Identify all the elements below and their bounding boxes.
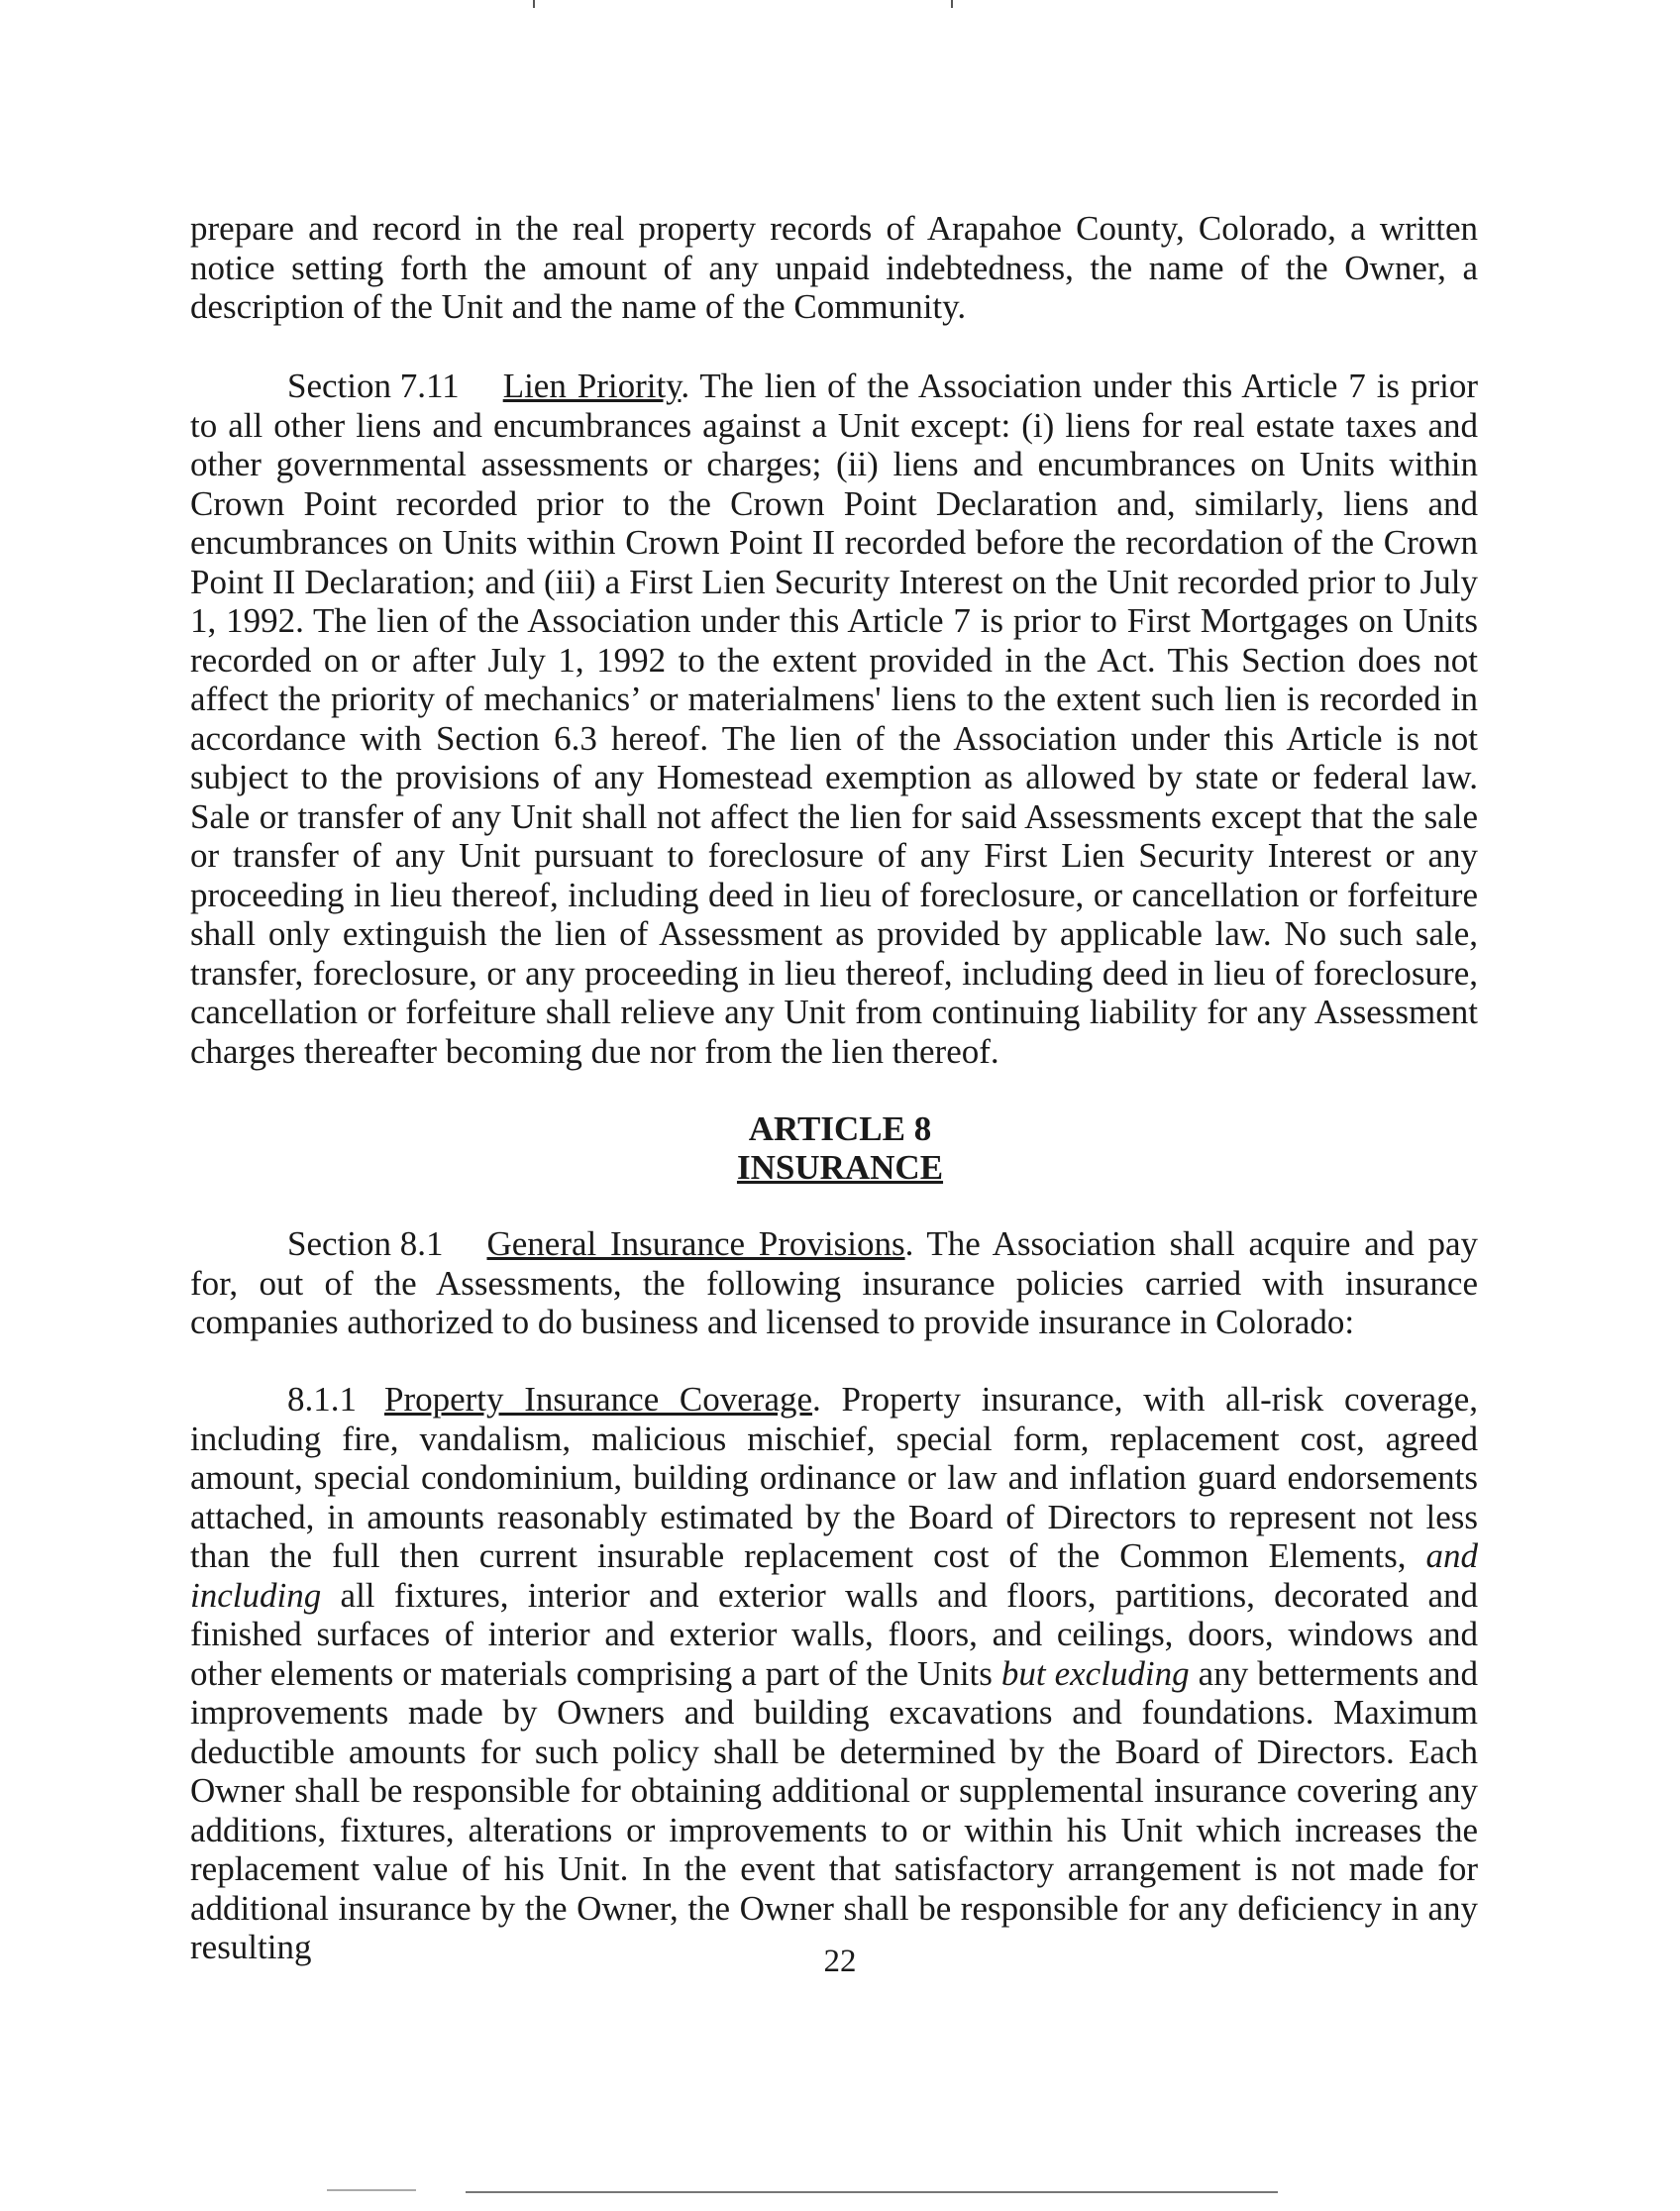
page-number: 22 — [823, 1944, 857, 1979]
section-8-1-body: . The Association shall acquire and pay for, out of the Assessments, the following insurance policies carried with insurance companies authorized to do business and licensed to provide insurance in Colorado: — [190, 1224, 1478, 1341]
section-8-1-1-body-2: all fixtures, interior and exterior walls and floors, partitions, decorated and finished surfaces of interior and exterior walls, floors, and ceilings, doors, windows and other elements or materials comprising a part of the Units — [190, 1575, 1478, 1693]
section-8-1-1-title: Property Insurance Coverage — [384, 1380, 813, 1419]
section-8-1-number: Section 8.1 — [287, 1224, 444, 1263]
section-7-11-number: Section 7.11 — [287, 367, 460, 405]
section-8-1-1 — [190, 1380, 1478, 1967]
section-7-11-title: Lien Priority — [502, 367, 682, 405]
section-8-1-title: General Insurance Provisions — [486, 1224, 905, 1263]
scan-mark-top-1 — [533, 0, 535, 8]
section-7-11-body: . The lien of the Association under this Article 7 is prior to all other liens and encumbrances against a Unit except: (i) liens for real estate taxes and other governmental assessments or charges; (ii) liens and encumbrances on Units within Crown Point recorded prior to the Crown Point Declaration and, similarly, liens and encumbrances on Units within Crown Point II recorded before the recordation of the Crown Point II Declaration; and (iii) a First Lien Security Interest on the Unit recorded prior to July 1, 1992. The lien of the Association under this Article 7 is prior to First Mortgages on Units recorded on or after July 1, 1992 to the extent provided in the Act. This Section does not affect the priority of mechanics’ or materialmens' liens to the extent such lien is recorded in accordance with Section 6.3 hereof. The lien of the Association under this Article is not subject to the provisions of any Homestead exemption as allowed by state or federal law. Sale or transfer of any Unit shall not affect the lien for said Assessments except that the sale or transfer of any Unit pursuant to foreclosure of any First Lien Security Interest or any proceeding in lieu thereof, including deed in lieu of foreclosure, or cancellation or forfeiture shall only extinguish the lien of Assessment as provided by applicable law. No such sale, transfer, foreclosure, or any proceeding in lieu thereof, including deed in lieu of foreclosure, cancellation or forfeiture shall relieve any Unit from continuing liability for any Assessment charges thereafter becoming due nor from the lien thereof. — [190, 367, 1478, 1071]
paragraph-continuation — [190, 209, 1478, 327]
article-subheading — [0, 1148, 1680, 1187]
article-heading: ARTICLE 8 — [748, 1109, 932, 1148]
scan-mark-bottom-line — [466, 2191, 1278, 2193]
article-subheading-text: INSURANCE — [736, 1148, 944, 1187]
section-8-1-1-italic-2: but excluding — [1000, 1653, 1190, 1693]
section-8-1-1-body-1: . Property insurance, with all-risk coverage, including fire, vandalism, malicious mischief, special form, replacement cost, agreed amount, special condominium, building ordinance or law and inflation guard endorsements attached, in amounts reasonably estimated by the Board of Directors to represent not less than the full then current insurable replacement cost of the Common Elements, — [190, 1380, 1478, 1575]
scan-mark-bottom-dots — [327, 2189, 416, 2191]
section-8-1 — [190, 1224, 1478, 1342]
paragraph-continuation-text: prepare and record in the real property records of Arapahoe County, Colorado, a written notice setting forth the amount of any unpaid indebtedness, the name of the Owner, a description of the Unit and the name of the Community. — [190, 209, 1478, 326]
section-8-1-1-italic-1: and including — [190, 1536, 1478, 1615]
section-7-11 — [190, 367, 1478, 1071]
section-8-1-1-number: 8.1.1 — [287, 1380, 357, 1419]
scan-mark-top-2 — [951, 0, 953, 8]
section-8-1-1-body-3: any betterments and improvements made by Owners and building excavations and foundations. Maximum deductible amounts for such policy shall be determined by the Board of Directors. Each Owner shall be responsible for obtaining additional or supplemental insurance covering any additions, fixtures, alterations or improvements to or within his Unit which increases the replacement value of his Unit. In the event that satisfactory arrangement is not made for additional insurance by the Owner, the Owner shall be responsible for any deficiency in any resulting — [190, 1653, 1479, 1966]
